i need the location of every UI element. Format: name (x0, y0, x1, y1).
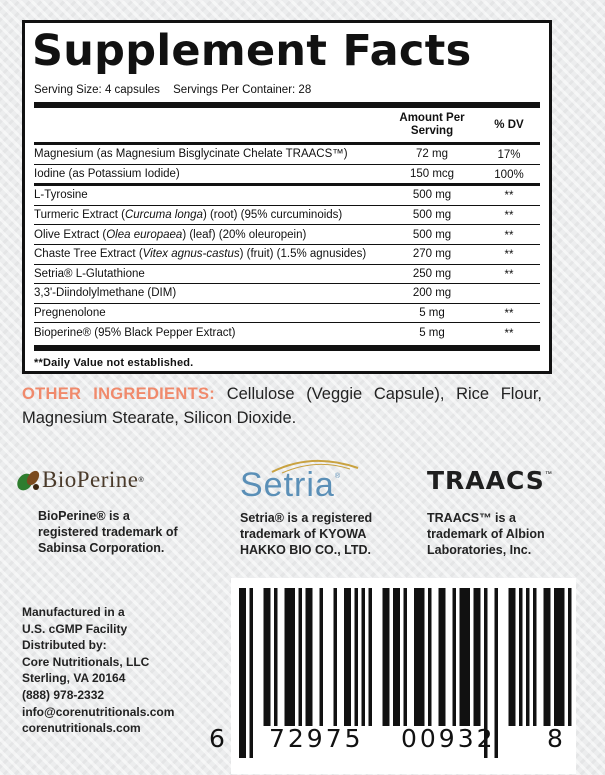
barcode-digit-first: 6 (209, 724, 225, 753)
barcode-bar (362, 588, 366, 726)
traacs-trademark-text: TRAACS™ is a trademark of Albion Laboratories, Inc. (427, 511, 545, 557)
dv-footnote: **Daily Value not established. (34, 356, 194, 369)
barcode-bar (355, 588, 359, 726)
ingredient-row (34, 186, 540, 205)
barcode-bar (299, 588, 303, 726)
serving-info (34, 84, 540, 99)
ingredient-dv: ** (504, 190, 514, 203)
barcode-digit-last: 8 (547, 724, 563, 753)
barcode-bar (460, 588, 471, 726)
nutrient-row (34, 145, 540, 164)
setria-trademark-text: Setria® is a registered trademark of KYOWA HAKKO BIO CO., LTD. (240, 511, 373, 557)
barcode-bar (264, 588, 271, 726)
ingredient-amount: 5 mg (419, 326, 445, 339)
barcode-bar (428, 588, 432, 726)
ingredient-amount: 500 mg (412, 228, 452, 241)
ingredient-amount: 250 mg (412, 267, 452, 280)
ingredient-name: Chaste Tree Extract (Vitex agnus-castus) (fruit) (1.5% agnusides) (34, 248, 367, 261)
ingredient-row (34, 303, 540, 323)
nutrient-dv: 100% (494, 168, 524, 181)
other-ingredients (22, 382, 542, 430)
ingredient-name: 3,3'-Diindolylmethane (DIM) (34, 287, 177, 300)
facts-header-row (34, 108, 540, 142)
bioperine-wordmark: BioPerine (42, 467, 139, 492)
ingredient-row (34, 244, 540, 264)
ingredient-amount: 5 mg (419, 307, 445, 320)
ingredient-name: Bioperine® (95% Black Pepper Extract) (34, 326, 236, 339)
barcode-bar (544, 588, 551, 726)
ingredient-row (34, 322, 540, 342)
barcode-bar (306, 588, 313, 726)
nutrient-group-1 (34, 145, 540, 183)
bioperine-trademark-text: BioPerine® is a registered trademark of Sabinsa Corporation. (38, 509, 178, 555)
barcode-bar (274, 588, 278, 726)
barcode-bar (239, 588, 246, 758)
ingredient-name: L-Tyrosine (34, 189, 88, 202)
upc-barcode (209, 578, 576, 774)
nutrient-name: Iodine (as Potassium Iodide) (34, 167, 180, 180)
nutrient-dv: 17% (497, 149, 521, 162)
barcode-bar (334, 588, 338, 726)
barcode-bar (369, 588, 373, 726)
ingredient-name: Pregnenolone (34, 307, 106, 320)
nutrient-group-2 (34, 186, 540, 342)
bioperine-logo: BioPerine ® (16, 452, 216, 508)
bioperine-brand (16, 452, 216, 556)
barcode-bar (533, 588, 537, 726)
traacs-logo: TRAACS ™ (427, 465, 552, 495)
barcode-bar (285, 588, 296, 726)
ingredient-row (34, 283, 540, 303)
barcode-bar (414, 588, 425, 726)
header-amount: Amount Per Serving (399, 112, 465, 137)
ingredient-amount: 500 mg (412, 189, 452, 202)
barcode-bar (250, 588, 254, 758)
header-dv: % DV (494, 119, 524, 131)
nutrient-name: Magnesium (as Magnesium Bisglycinate Chelate TRAACS™) (34, 148, 348, 161)
ingredient-amount: 500 mg (412, 209, 452, 222)
facts-title: Supplement Facts (32, 26, 472, 76)
nutrient-amount: 72 mg (416, 148, 448, 161)
manufacturer-info: Manufactured in a U.S. cGMP Facility Distributed by: Core Nutritionals, LLC Sterling, VA 20164 (888) 978-2332 info@corenutritionals.com corenutritionals.com (22, 604, 222, 737)
other-ingredients-text: Cellulose (Veggie Capsule), Rice Flour, Magnesium Stearate, Silicon Dioxide. (22, 385, 542, 427)
contact-email: info@corenutritionals.com (22, 704, 175, 719)
ingredient-row (34, 224, 540, 244)
barcode-bar (439, 588, 446, 726)
ingredient-dv: ** (504, 249, 514, 262)
barcode-group-left: 72975 (269, 724, 364, 753)
ingredient-dv (478, 292, 540, 294)
barcode-bar (526, 588, 530, 726)
barcode-bar (383, 588, 390, 726)
website: corenutritionals.com (22, 721, 141, 736)
barcode-bar (509, 588, 516, 726)
barcode-bar (474, 588, 481, 726)
nutrient-row (34, 164, 540, 184)
barcode-bar (554, 588, 565, 726)
other-ingredients-label: OTHER INGREDIENTS: (22, 385, 216, 403)
traacs-brand (427, 452, 592, 558)
nutrient-amount: 150 mcg (409, 167, 455, 180)
ingredient-name: Turmeric Extract (Curcuma longa) (root) (95% curcuminoids) (34, 209, 343, 222)
servings-per-container: Servings Per Container: 28 (173, 84, 312, 96)
setria-brand (240, 452, 415, 558)
serving-size: Serving Size: 4 capsules (34, 84, 160, 96)
barcode-bar (453, 588, 457, 726)
ingredient-dv: ** (504, 327, 514, 340)
ingredient-dv: ** (504, 268, 514, 281)
peppercorn-leaf-icon (16, 467, 42, 493)
ingredient-name: Olive Extract (Olea europaea) (leaf) (20% oleuropein) (34, 228, 307, 241)
barcode-bar (344, 588, 351, 726)
setria-logo: Setria ® (240, 452, 415, 508)
ingredient-row (34, 205, 540, 225)
barcode-bar (404, 588, 408, 726)
ingredient-amount: 270 mg (412, 248, 452, 261)
swoosh-icon (242, 456, 362, 476)
barcode-bar (568, 588, 572, 726)
barcode-bar (393, 588, 400, 726)
ingredient-dv: ** (504, 308, 514, 321)
ingredient-row (34, 264, 540, 284)
ingredient-amount: 200 mg (412, 287, 452, 300)
supplement-facts-panel (22, 20, 552, 374)
ingredient-dv: ** (504, 229, 514, 242)
barcode-bar (519, 588, 523, 726)
setria-wordmark: Setria (240, 465, 335, 504)
traacs-wordmark: TRAACS (427, 465, 545, 495)
barcode-group-right: 00932 (401, 724, 496, 753)
ingredient-dv: ** (504, 210, 514, 223)
ingredient-name: Setria® L-Glutathione (34, 267, 145, 280)
barcode-bar (320, 588, 324, 726)
